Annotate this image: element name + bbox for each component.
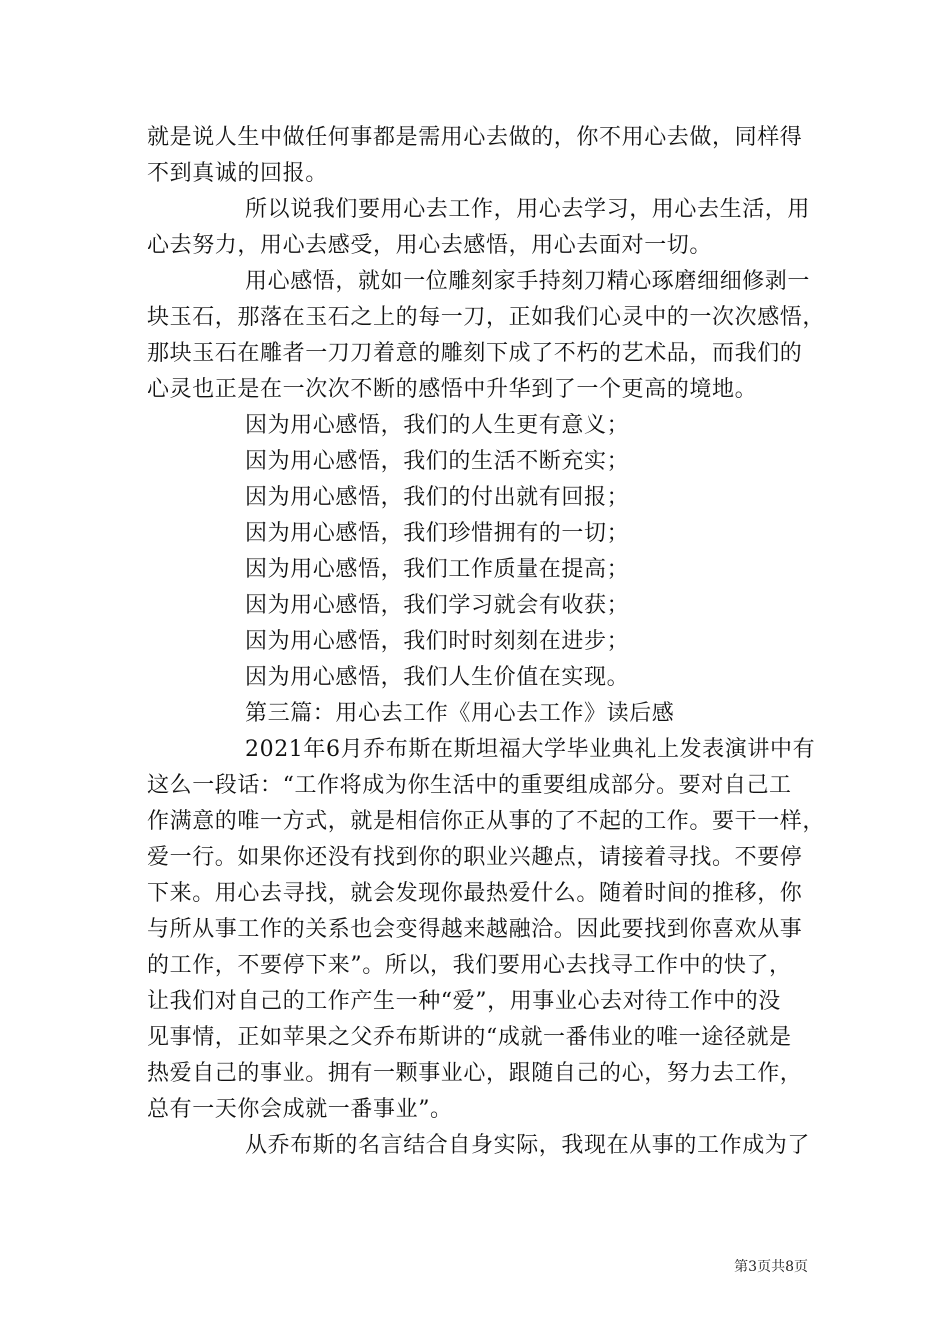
- list-item: 因为用心感悟，我们的生活不断充实；: [245, 449, 630, 474]
- text-line: 2021年6月乔布斯在斯坦福大学毕业典礼上发表演讲中有: [245, 737, 816, 762]
- text-line: 让我们对自己的工作产生一种“爱”，用事业心去对待工作中的没: [147, 989, 781, 1014]
- list-item: 因为用心感悟，我们工作质量在提高；: [245, 557, 630, 582]
- list-item: 因为用心感悟，我们的人生更有意义；: [245, 413, 630, 438]
- text-line: 的工作，不要停下来”。所以，我们要用心去找寻工作中的快了，: [147, 953, 792, 978]
- text-line: 块玉石，那落在玉石之上的每一刀，正如我们心灵中的一次次感悟，: [147, 305, 826, 330]
- body-text: [147, 120, 826, 1164]
- page-number: 第3页共8页: [734, 1259, 808, 1275]
- list-item: 因为用心感悟，我们学习就会有收获；: [245, 593, 630, 618]
- list-item: 因为用心感悟，我们时时刻刻在进步；: [245, 629, 630, 654]
- text-line: 不到真诚的回报。: [147, 161, 328, 186]
- list-item: 因为用心感悟，我们珍惜拥有的一切；: [245, 521, 630, 546]
- text-line: 心灵也正是在一次次不断的感悟中升华到了一个更高的境地。: [147, 377, 758, 402]
- text-line: 作满意的唯一方式，就是相信你正从事的了不起的工作。要干一样，: [147, 809, 826, 834]
- text-line: 所以说我们要用心去工作，用心去学习，用心去生活，用: [245, 197, 811, 222]
- text-line: 心去努力，用心去感受，用心去感悟，用心去面对一切。: [147, 233, 713, 258]
- text-line: 用心感悟，就如一位雕刻家手持刻刀精心琢磨细细修剥一: [245, 269, 811, 294]
- section-heading: 第三篇：用心去工作《用心去工作》读后感: [245, 701, 675, 726]
- text-line: 这么一段话：“工作将成为你生活中的重要组成部分。要对自己工: [147, 773, 792, 798]
- text-line: 从乔布斯的名言结合自身实际，我现在从事的工作成为了: [245, 1133, 811, 1158]
- text-line: 与所从事工作的关系也会变得越来越融洽。因此要找到你喜欢从事: [147, 917, 803, 942]
- list-item: 因为用心感悟，我们人生价值在实现。: [245, 665, 630, 690]
- text-line: 那块玉石在雕者一刀刀着意的雕刻下成了不朽的艺术品，而我们的: [147, 341, 803, 366]
- text-line: 见事情，正如苹果之父乔布斯讲的“成就一番伟业的唯一途径就是: [147, 1025, 792, 1050]
- text-line: 下来。用心去寻找，就会发现你最热爱什么。随着时间的推移，你: [147, 881, 803, 906]
- text-line: 总有一天你会成就一番事业”。: [147, 1097, 453, 1122]
- list-item: 因为用心感悟，我们的付出就有回报；: [245, 485, 630, 510]
- text-line: 热爱自己的事业。拥有一颗事业心，跟随自己的心，努力去工作，: [147, 1061, 803, 1086]
- text-line: 就是说人生中做任何事都是需用心去做的，你不用心去做，同样得: [147, 125, 803, 150]
- text-line: 爱一行。如果你还没有找到你的职业兴趣点，请接着寻找。不要停: [147, 845, 803, 870]
